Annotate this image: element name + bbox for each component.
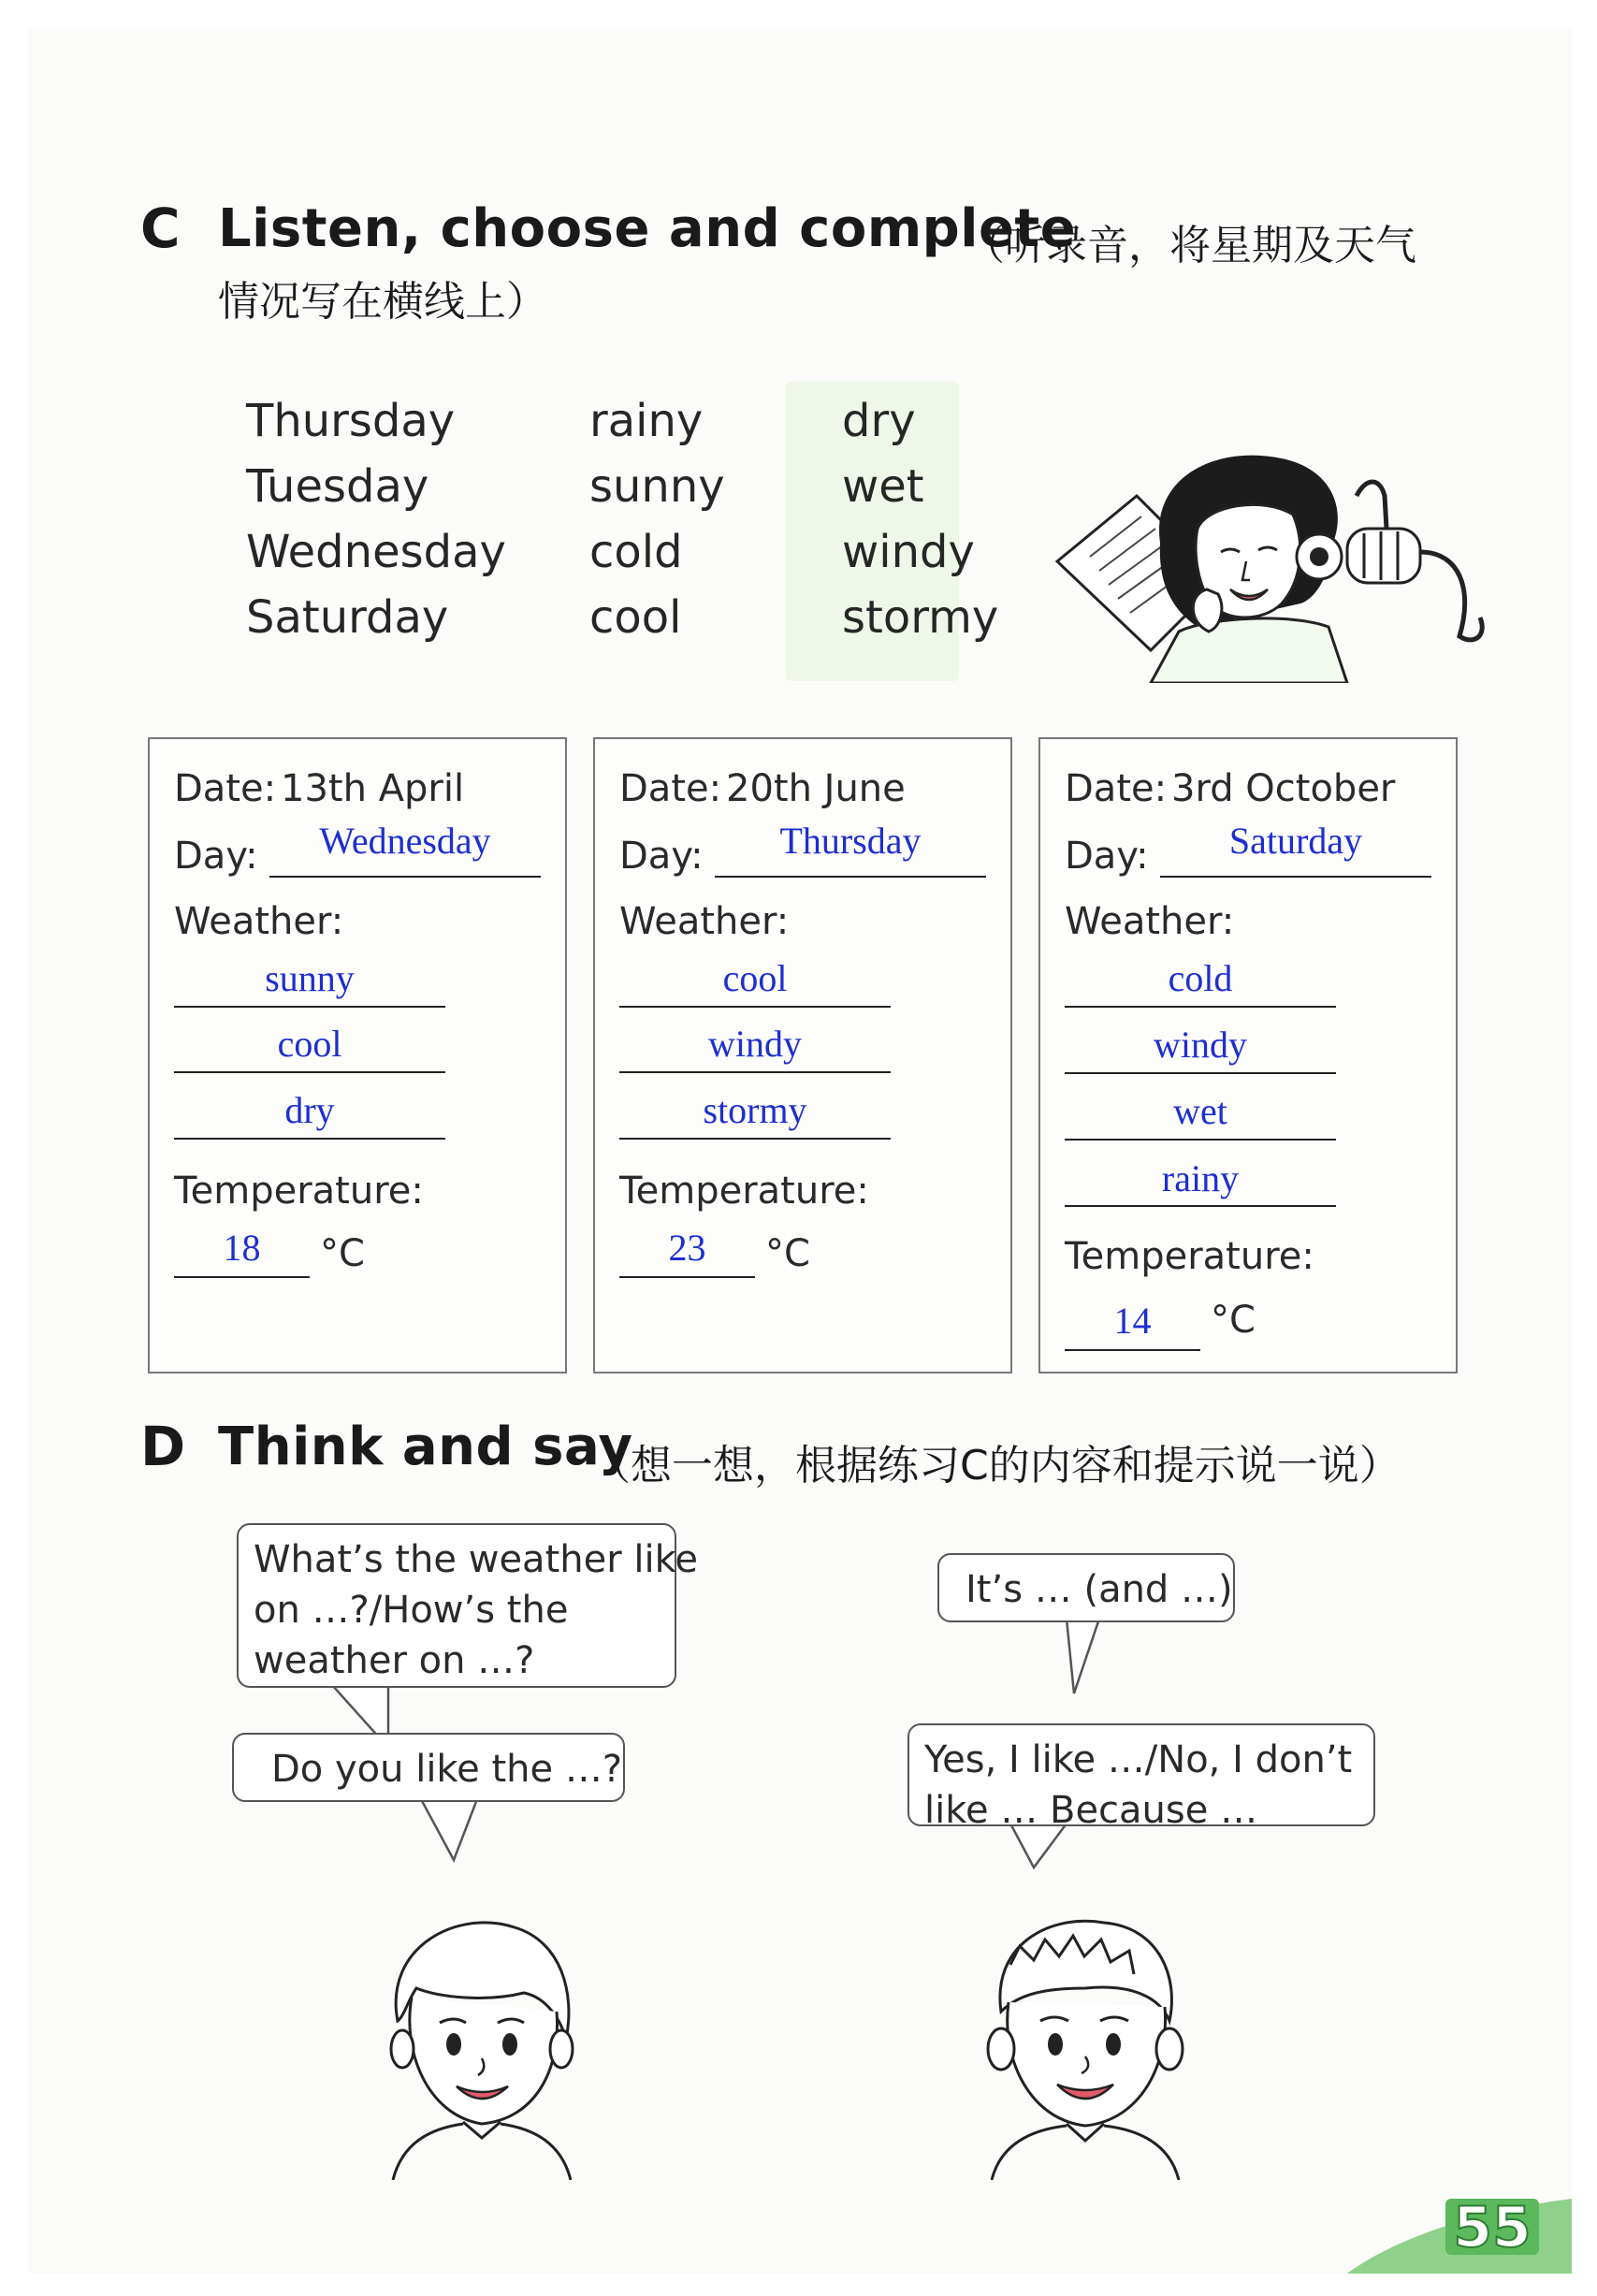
card-3-weather-answer-2[interactable]: windy <box>1154 1024 1247 1066</box>
section-c-note-line1: （听录音，将星期及天气 <box>964 222 1416 269</box>
bubble-tails <box>28 28 1572 2274</box>
bubble-q1-line-2: on …?/How’s the <box>254 1589 569 1632</box>
workbook-page <box>28 28 1572 2274</box>
card-3-date-label: Date: <box>1065 767 1168 810</box>
bubble-q2-line-1: Do you like the …? <box>271 1748 623 1791</box>
speech-bubble-question-2 <box>232 1733 625 1802</box>
card-2-day-answer[interactable]: Thursday <box>779 820 922 862</box>
card-1-date: 13th April <box>281 767 465 810</box>
word-weather-3: cold <box>589 526 683 578</box>
bubble-a2-line-1: Yes, I like …/No, I don’t <box>924 1738 1353 1781</box>
card-3-date: 3rd October <box>1171 767 1396 810</box>
card-1-temp-answer[interactable]: 18 <box>223 1227 261 1269</box>
word-day-4: Saturday <box>246 591 449 644</box>
boy-illustration <box>973 1909 1198 2180</box>
word-day-2: Tuesday <box>246 460 429 513</box>
card-2-weather-answer-3[interactable]: stormy <box>703 1089 807 1131</box>
card-3-day-answer[interactable]: Saturday <box>1228 820 1363 862</box>
card-3-weather-label: Weather: <box>1065 900 1235 943</box>
speech-bubble-answer-1 <box>937 1553 1235 1622</box>
word-weather-2: sunny <box>589 460 725 513</box>
card-2-weather-label: Weather: <box>619 900 790 943</box>
bubble-q1-line-3: weather on …? <box>254 1639 535 1682</box>
card-3-weather-answer-3[interactable]: wet <box>1173 1090 1227 1132</box>
girl-illustration <box>374 1909 589 2180</box>
card-3-weather-answer-4[interactable]: rainy <box>1161 1157 1240 1199</box>
card-1-day-answer[interactable]: Wednesday <box>319 820 491 862</box>
card-1-weather-answer-3[interactable]: dry <box>284 1089 335 1131</box>
card-3-temp-answer[interactable]: 14 <box>1113 1300 1152 1342</box>
card-2-date: 20th June <box>726 767 906 810</box>
bubble-a2-line-2: like … Because … <box>924 1789 1258 1832</box>
page-number: 55 <box>1453 2195 1532 2260</box>
section-c-note-line2: 情况写在横线上） <box>218 278 547 326</box>
word-day-1: Thursday <box>246 395 456 447</box>
card-2-weather-answer-1[interactable]: cool <box>722 957 788 999</box>
card-2-temp-answer[interactable]: 23 <box>668 1227 706 1269</box>
card-1-temp-unit: °C <box>320 1232 365 1275</box>
word-weather-1: rainy <box>589 395 704 447</box>
card-2-temp-label: Temperature: <box>619 1170 869 1213</box>
section-d-note: （想一想，根据练习C的内容和提示说一说） <box>589 1442 1401 1489</box>
card-3-temp-unit: °C <box>1211 1299 1256 1342</box>
section-c-letter: C <box>140 196 181 260</box>
card-2-day-label: Day: <box>619 835 704 878</box>
speech-bubble-answer-2 <box>907 1723 1375 1832</box>
card-1-weather-answer-2[interactable]: cool <box>277 1023 342 1065</box>
card-3-day-label: Day: <box>1065 835 1149 878</box>
card-2-date-label: Date: <box>619 767 722 810</box>
card-1-weather-label: Weather: <box>174 900 344 943</box>
card-3-weather-answer-1[interactable]: cold <box>1168 957 1233 999</box>
card-1-weather-answer-1[interactable]: sunny <box>265 957 355 999</box>
card-2-temp-unit: °C <box>765 1232 810 1275</box>
section-d-letter: D <box>140 1415 186 1478</box>
bubble-q1-line-1: What’s the weather like <box>254 1538 698 1581</box>
section-c-title: Listen, choose and complete <box>218 198 1077 259</box>
word-weather-6: wet <box>842 460 924 513</box>
word-weather-4: cool <box>589 591 682 644</box>
section-d-title: Think and say <box>218 1417 633 1477</box>
card-1-temp-label: Temperature: <box>174 1170 424 1213</box>
card-1-date-label: Date: <box>174 767 277 810</box>
card-2-weather-answer-2[interactable]: windy <box>708 1023 802 1065</box>
card-1-day-label: Day: <box>174 835 258 878</box>
word-weather-7: windy <box>842 526 975 578</box>
word-weather-8: stormy <box>842 591 999 644</box>
card-3-temp-label: Temperature: <box>1065 1235 1314 1278</box>
speech-bubble-question-1 <box>237 1523 698 1688</box>
word-day-3: Wednesday <box>246 526 506 578</box>
word-weather-5: dry <box>842 395 916 447</box>
bubble-a1-line-1: It’s … (and …) <box>965 1568 1233 1611</box>
